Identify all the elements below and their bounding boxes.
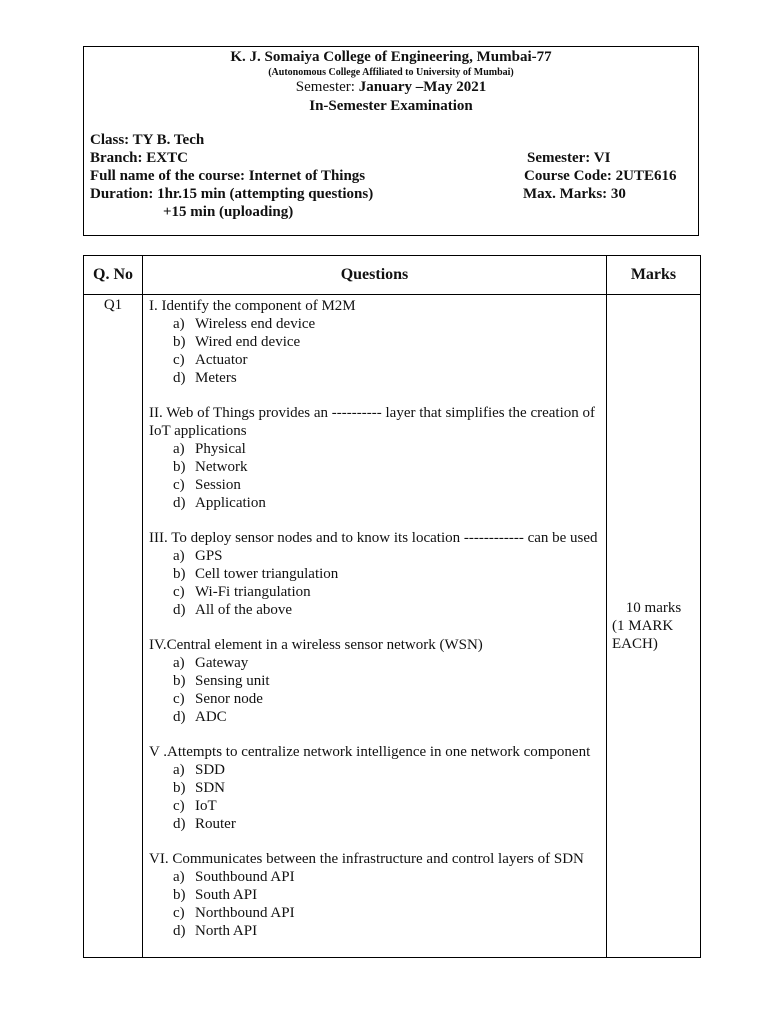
exam-title: In-Semester Examination	[309, 98, 473, 114]
affiliation: (Autonomous College Affiliated to University of Mumbai)	[268, 67, 514, 78]
option: a) SDD	[173, 762, 226, 778]
option: a) Gateway	[173, 655, 249, 671]
option: a) Physical	[173, 441, 246, 457]
option: d) Router	[173, 816, 236, 832]
option: c) Actuator	[173, 352, 248, 368]
semester-number: Semester: VI	[527, 150, 611, 166]
option: c) Senor node	[173, 691, 263, 707]
question-text: III. To deploy sensor nodes and to know its location ------------ can be used	[149, 530, 598, 546]
question-6	[149, 850, 600, 940]
semester-label: Semester:	[295, 79, 355, 95]
course-code: Course Code: 2UTE616	[524, 168, 677, 184]
college-name: K. J. Somaiya College of Engineering, Mumbai-77	[230, 49, 552, 65]
upload-time: +15 min (uploading)	[163, 204, 294, 220]
option: a) GPS	[173, 548, 223, 564]
option: c) Northbound API	[173, 905, 295, 921]
questions-header: Questions	[143, 256, 607, 295]
option: c) IoT	[173, 798, 217, 814]
max-marks: Max. Marks: 30	[523, 186, 626, 202]
question-text: IV.Central element in a wireless sensor network (WSN)	[149, 637, 483, 653]
questions-cell	[143, 295, 607, 958]
class-info: Class: TY B. Tech	[90, 132, 205, 148]
exam-header	[83, 46, 699, 236]
questions-table	[83, 255, 701, 958]
marks-header: Marks	[607, 256, 701, 295]
option: d) All of the above	[173, 602, 293, 618]
marks-total: 10 marks	[625, 600, 682, 616]
question-4	[149, 636, 600, 726]
question-text: V .Attempts to centralize network intelligence in one network component	[149, 744, 591, 760]
question-1	[149, 297, 600, 387]
duration: Duration: 1hr.15 min (attempting questions)	[90, 186, 374, 202]
option: d) North API	[173, 923, 258, 939]
table-row	[84, 295, 701, 958]
branch-info: Branch: EXTC	[90, 150, 188, 166]
course-name: Full name of the course: Internet of Things	[90, 168, 366, 184]
option: c) Wi-Fi triangulation	[173, 584, 311, 600]
question-2	[149, 404, 600, 512]
semester-value: January –May 2021	[358, 79, 487, 95]
option: d) Application	[173, 495, 266, 511]
option: b) Cell tower triangulation	[173, 566, 339, 582]
option: b) Wired end device	[173, 334, 301, 350]
question-text: I. Identify the component of M2M	[149, 298, 356, 314]
qno-header: Q. No	[84, 256, 143, 295]
question-text: VI. Communicates between the infrastructure and control layers of SDN	[149, 851, 584, 867]
option: d) ADC	[173, 709, 227, 725]
option: a) Southbound API	[173, 869, 295, 885]
question-5	[149, 743, 600, 833]
question-number: Q1	[84, 295, 143, 958]
question-3	[149, 529, 600, 619]
option: b) Sensing unit	[173, 673, 270, 689]
marks-per-question: (1 MARK	[612, 618, 674, 634]
table-header-row	[84, 256, 701, 295]
option: d) Meters	[173, 370, 237, 386]
marks-each: EACH)	[612, 636, 658, 652]
option: b) South API	[173, 887, 258, 903]
option: b) SDN	[173, 780, 226, 796]
marks-cell	[607, 295, 701, 958]
question-text: II. Web of Things provides an ---------- layer that simplifies the creation of IoT applications	[149, 405, 596, 439]
option: b) Network	[173, 459, 248, 475]
option: a) Wireless end device	[173, 316, 316, 332]
semester-period	[84, 79, 698, 96]
option: c) Session	[173, 477, 241, 493]
